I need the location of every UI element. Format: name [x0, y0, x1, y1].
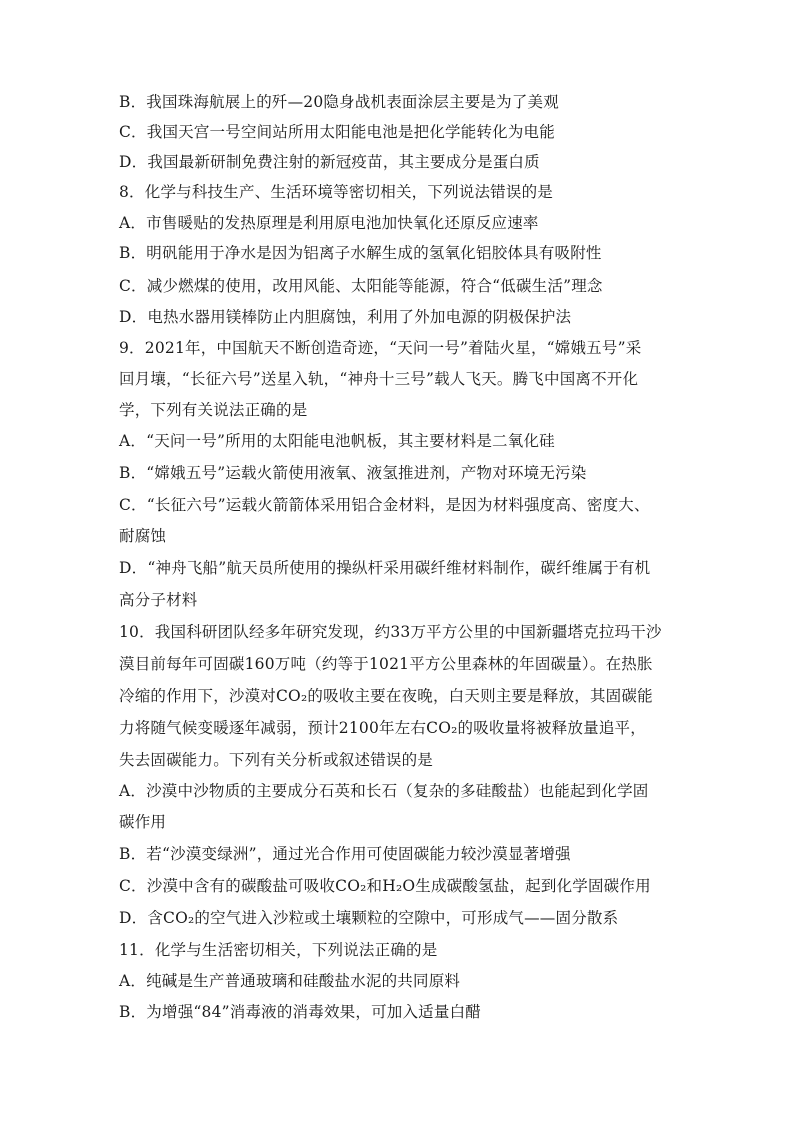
text-line-2: C．我国天宫一号空间站所用太阳能电池是把化学能转化为电能 — [119, 123, 555, 141]
text-line-20: 冷缩的作用下，沙漠对CO₂的吸收主要在夜晚，白天则主要是释放，其固碳能 — [119, 687, 653, 705]
text-line-18: 10．我国科研团队经多年研究发现，约33万平方公里的中国新疆塔克拉玛干沙 — [119, 623, 662, 641]
text-line-1: B．我国珠海航展上的歼—20隐身战机表面涂层主要是为了美观 — [119, 93, 559, 111]
text-line-19: 漠目前每年可固碳160万吨（约等于1021平方公里森林的年固碳量）。在热胀 — [119, 655, 653, 673]
text-line-12: A．“天问一号”所用的太阳能电池帆板，其主要材料是二氧化硅 — [119, 432, 555, 450]
text-line-25: B．若“沙漠变绿洲”，通过光合作用可使固碳能力较沙漠显著增强 — [119, 845, 571, 863]
text-line-17: 高分子材料 — [119, 591, 198, 609]
text-line-11: 学，下列有关说法正确的是 — [119, 401, 308, 419]
text-line-10: 回月壤，“长征六号”送星入轨，“神舟十三号”载人飞天。腾飞中国离不开化 — [119, 370, 639, 388]
text-line-5: A．市售暖贴的发热原理是利用原电池加快氧化还原反应速率 — [119, 214, 539, 232]
text-line-14: C．“长征六号”运载火箭箭体采用铝合金材料，是因为材料强度高、密度大、 — [119, 496, 650, 514]
text-line-21: 力将随气候变暖逐年减弱，预计2100年左右CO₂的吸收量将被释放量追平， — [119, 719, 646, 737]
text-line-28: 11．化学与生活密切相关，下列说法正确的是 — [119, 941, 438, 959]
text-line-13: B．“嫦娥五号”运载火箭使用液氧、液氢推进剂，产物对环境无污染 — [119, 464, 587, 482]
text-line-15: 耐腐蚀 — [119, 527, 167, 545]
text-line-7: C．减少燃煤的使用，改用风能、太阳能等能源，符合“低碳生活”理念 — [119, 277, 603, 295]
text-line-26: C．沙漠中含有的碳酸盐可吸收CO₂和H₂O生成碳酸氢盐，起到化学固碳作用 — [119, 877, 651, 895]
text-line-16: D．“神舟飞船”航天员所使用的操纵杆采用碳纤维材料制作，碳纤维属于有机 — [119, 559, 651, 577]
text-line-4: 8．化学与科技生产、生活环境等密切相关，下列说法错误的是 — [119, 183, 553, 201]
text-line-3: D．我国最新研制免费注射的新冠疫苗，其主要成分是蛋白质 — [119, 153, 540, 171]
text-line-22: 失去固碳能力。下列有关分析或叙述错误的是 — [119, 751, 434, 769]
text-line-23: A．沙漠中沙物质的主要成分石英和长石（复杂的多硅酸盐）也能起到化学固 — [119, 782, 649, 800]
text-line-8: D．电热水器用镁棒防止内胆腐蚀，利用了外加电源的阴极保护法 — [119, 308, 572, 326]
text-line-30: B．为增强“84”消毒液的消毒效果，可加入适量白醋 — [119, 1003, 481, 1021]
text-line-6: B．明矾能用于净水是因为铝离子水解生成的氢氧化铝胶体具有吸附性 — [119, 244, 602, 262]
text-line-27: D．含CO₂的空气进入沙粒或土壤颗粒的空隙中，可形成气——固分散系 — [119, 909, 619, 927]
text-line-29: A．纯碱是生产普通玻璃和硅酸盐水泥的共同原料 — [119, 972, 461, 990]
text-line-9: 9．2021年，中国航天不断创造奇迹，“天问一号”着陆火星，“嫦娥五号”采 — [119, 339, 642, 357]
text-line-24: 碳作用 — [119, 813, 167, 831]
